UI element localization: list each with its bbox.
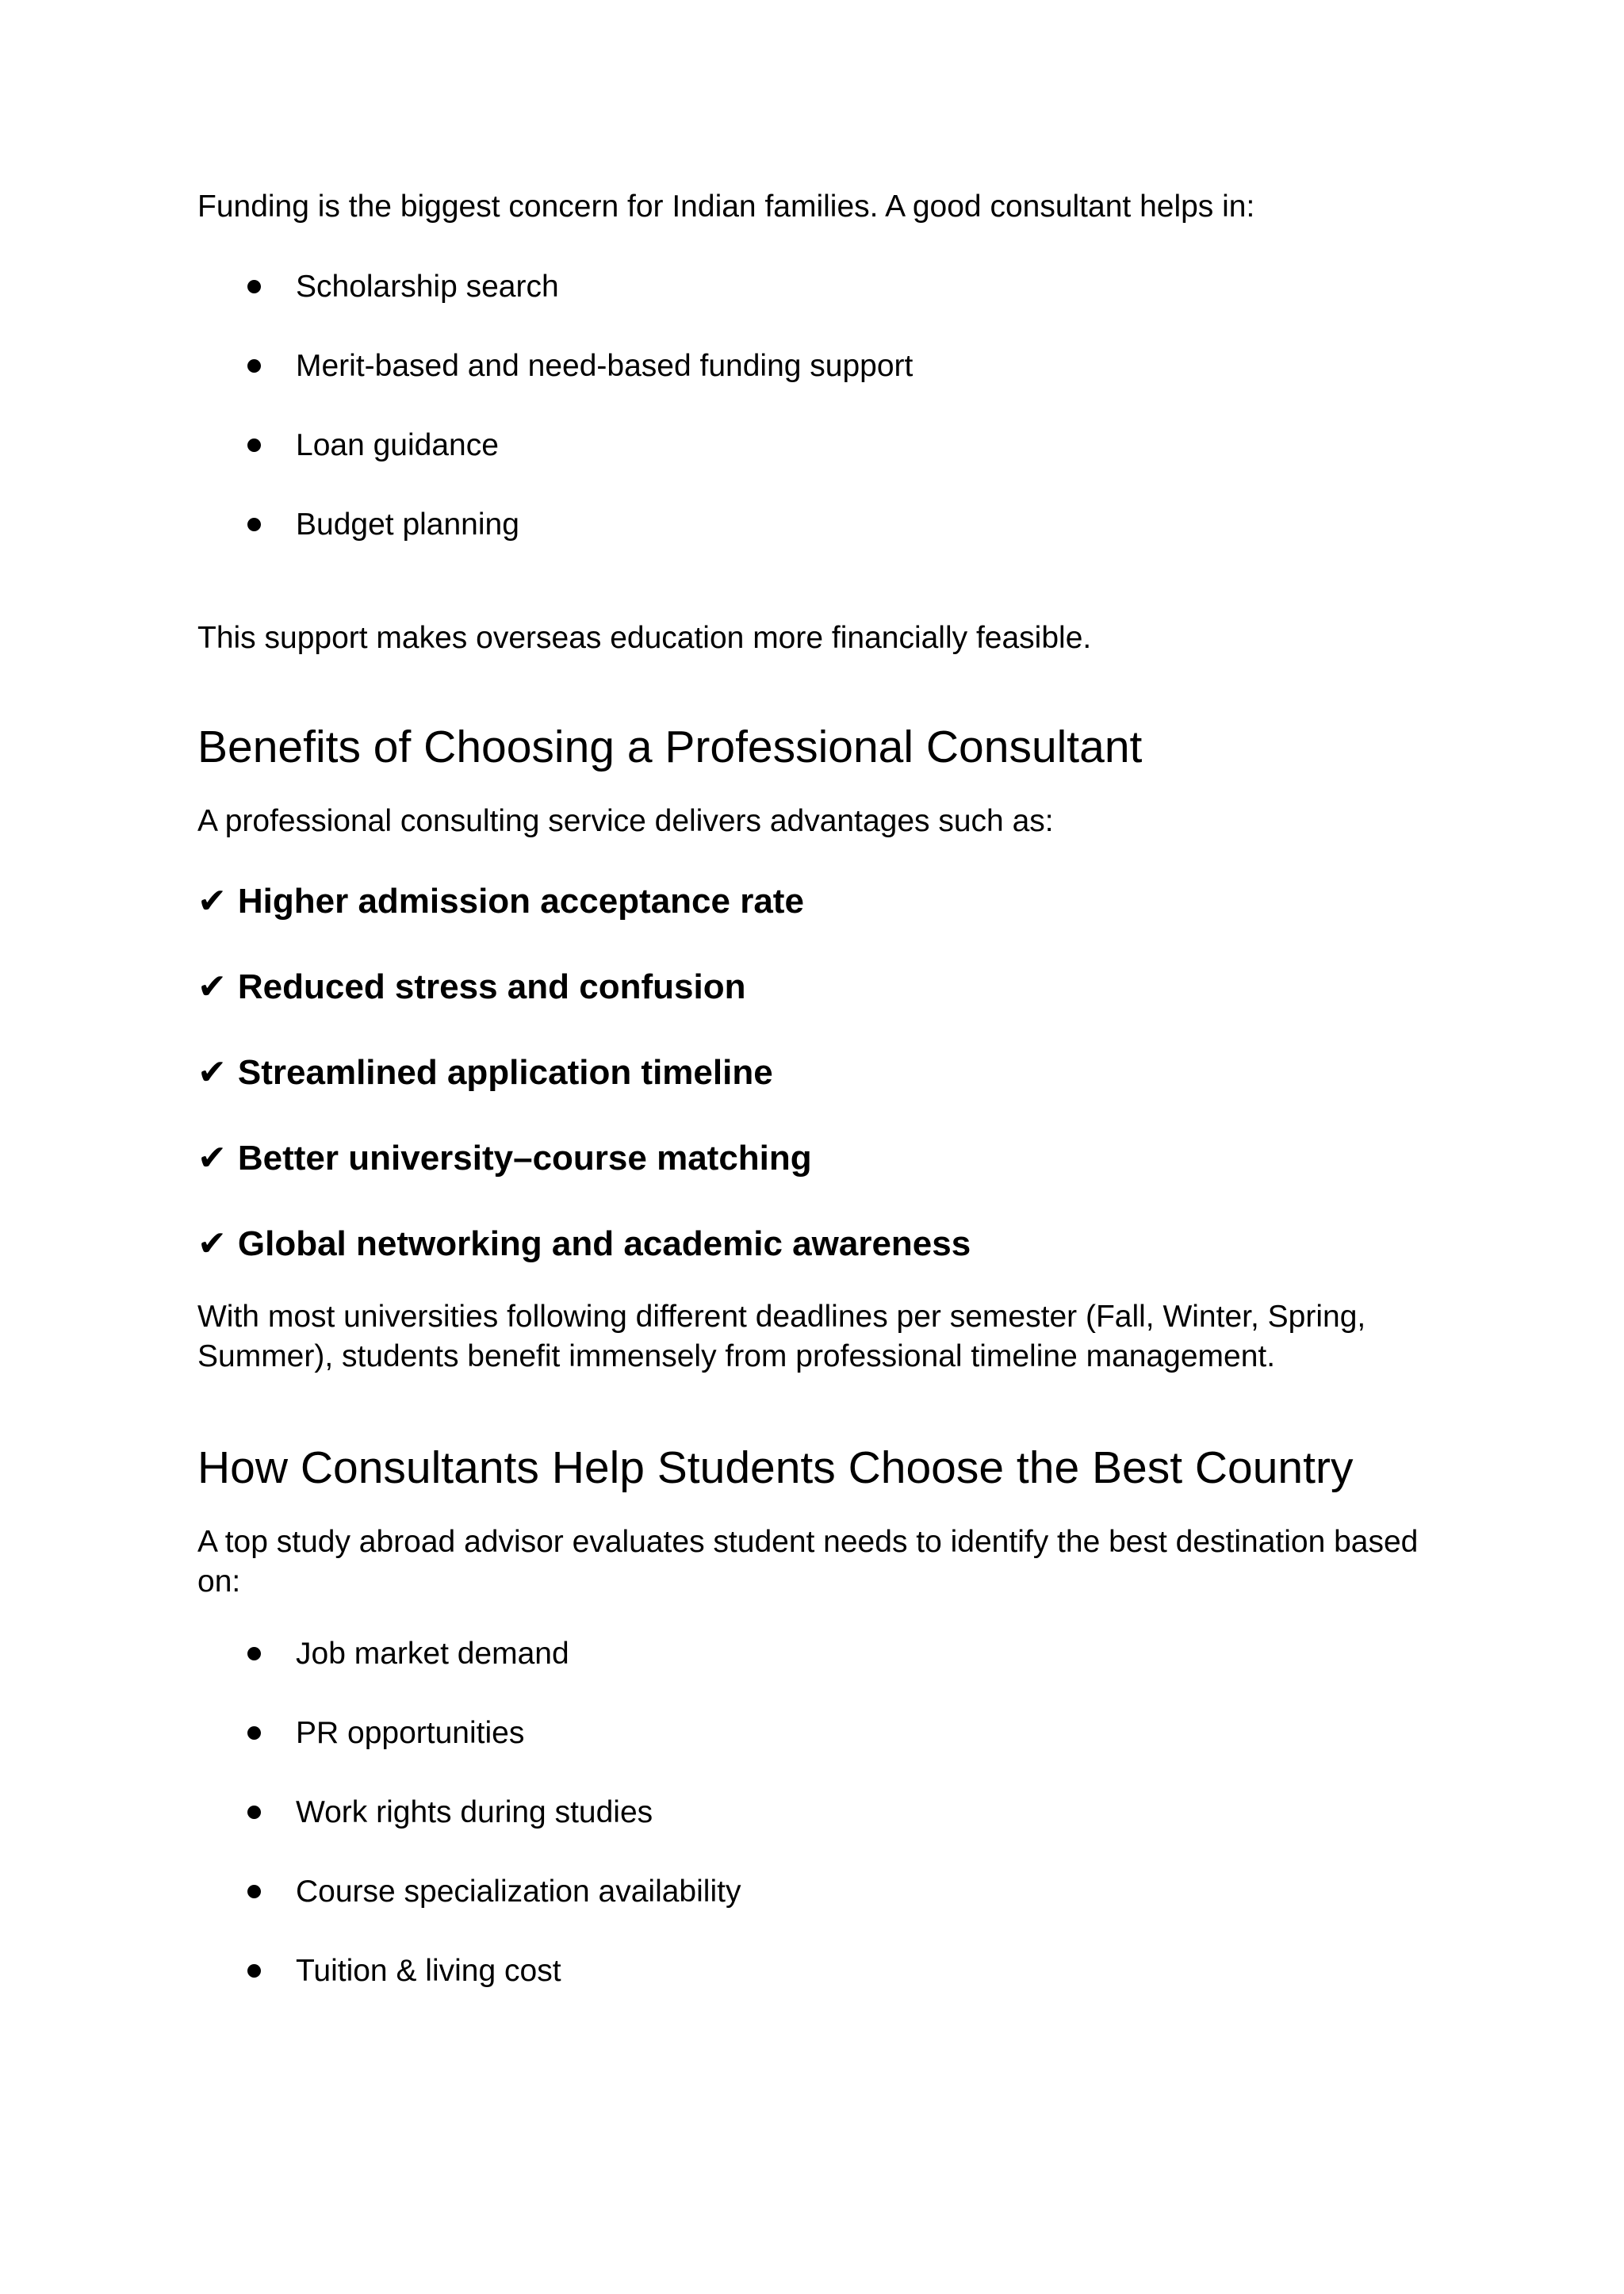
list-item	[197, 1951, 1434, 1991]
list-item-text: Course specialization availability	[296, 1875, 741, 1909]
benefit-item-text: Better university–course matching	[237, 1139, 812, 1178]
check-mark-icon: ✔	[197, 1052, 227, 1093]
bullet-icon	[247, 280, 261, 293]
list-item-text: Job market demand	[296, 1637, 569, 1671]
benefits-heading: Benefits of Choosing a Professional Consultant	[197, 722, 1143, 772]
benefit-item	[197, 1222, 1434, 1266]
bullet-icon	[247, 518, 261, 531]
bullet-icon	[247, 1885, 261, 1898]
list-item-text: Budget planning	[296, 507, 519, 542]
benefit-item	[197, 1136, 1434, 1181]
bullet-icon	[247, 1964, 261, 1978]
check-mark-icon: ✔	[197, 1224, 227, 1264]
list-item	[197, 1714, 1434, 1753]
bullet-icon	[247, 1726, 261, 1740]
list-item	[197, 426, 1434, 465]
list-item	[197, 1634, 1434, 1674]
check-mark-icon: ✔	[197, 1138, 227, 1178]
benefit-item-text: Streamlined application timeline	[237, 1053, 773, 1092]
list-item-text: Tuition & living cost	[296, 1954, 561, 1988]
funding-conclusion: This support makes overseas education more financially feasible.	[197, 621, 1092, 655]
list-item-text: Work rights during studies	[296, 1795, 653, 1829]
list-item-text: Merit-based and need-based funding support	[296, 349, 914, 383]
benefits-intro: A professional consulting service delivers advantages such as:	[197, 804, 1054, 838]
check-mark-icon: ✔	[197, 881, 227, 921]
bullet-icon	[247, 1647, 261, 1660]
list-item	[197, 505, 1434, 545]
list-item-text: PR opportunities	[296, 1716, 525, 1750]
bullet-icon	[247, 359, 261, 373]
list-item	[197, 347, 1434, 386]
country-list	[197, 1634, 1434, 1991]
list-item-text: Loan guidance	[296, 428, 499, 462]
benefit-item-text: Global networking and academic awareness	[237, 1224, 971, 1263]
list-item	[197, 1793, 1434, 1833]
country-intro: A top study abroad advisor evaluates student needs to identify the best destination based on:	[197, 1525, 1419, 1599]
bullet-icon	[247, 439, 261, 452]
check-mark-icon: ✔	[197, 967, 227, 1007]
document-content	[197, 187, 1434, 1991]
benefit-item-text: Reduced stress and confusion	[237, 967, 746, 1006]
list-item	[197, 267, 1434, 307]
funding-list	[197, 267, 1434, 545]
benefits-conclusion: With most universities following different deadlines per semester (Fall, Winter, Spring, Summer), students benefit immensely from professional timeline management.	[197, 1300, 1366, 1373]
funding-intro: Funding is the biggest concern for Indian families. A good consultant helps in:	[197, 190, 1255, 224]
bullet-icon	[247, 1806, 261, 1819]
list-item	[197, 1872, 1434, 1912]
benefit-item	[197, 965, 1434, 1009]
benefit-item	[197, 1051, 1434, 1095]
benefit-item	[197, 879, 1434, 924]
benefit-item-text: Higher admission acceptance rate	[237, 882, 804, 921]
list-item-text: Scholarship search	[296, 270, 559, 304]
benefits-list	[197, 879, 1434, 1266]
country-heading: How Consultants Help Students Choose the Best Country	[197, 1442, 1354, 1493]
